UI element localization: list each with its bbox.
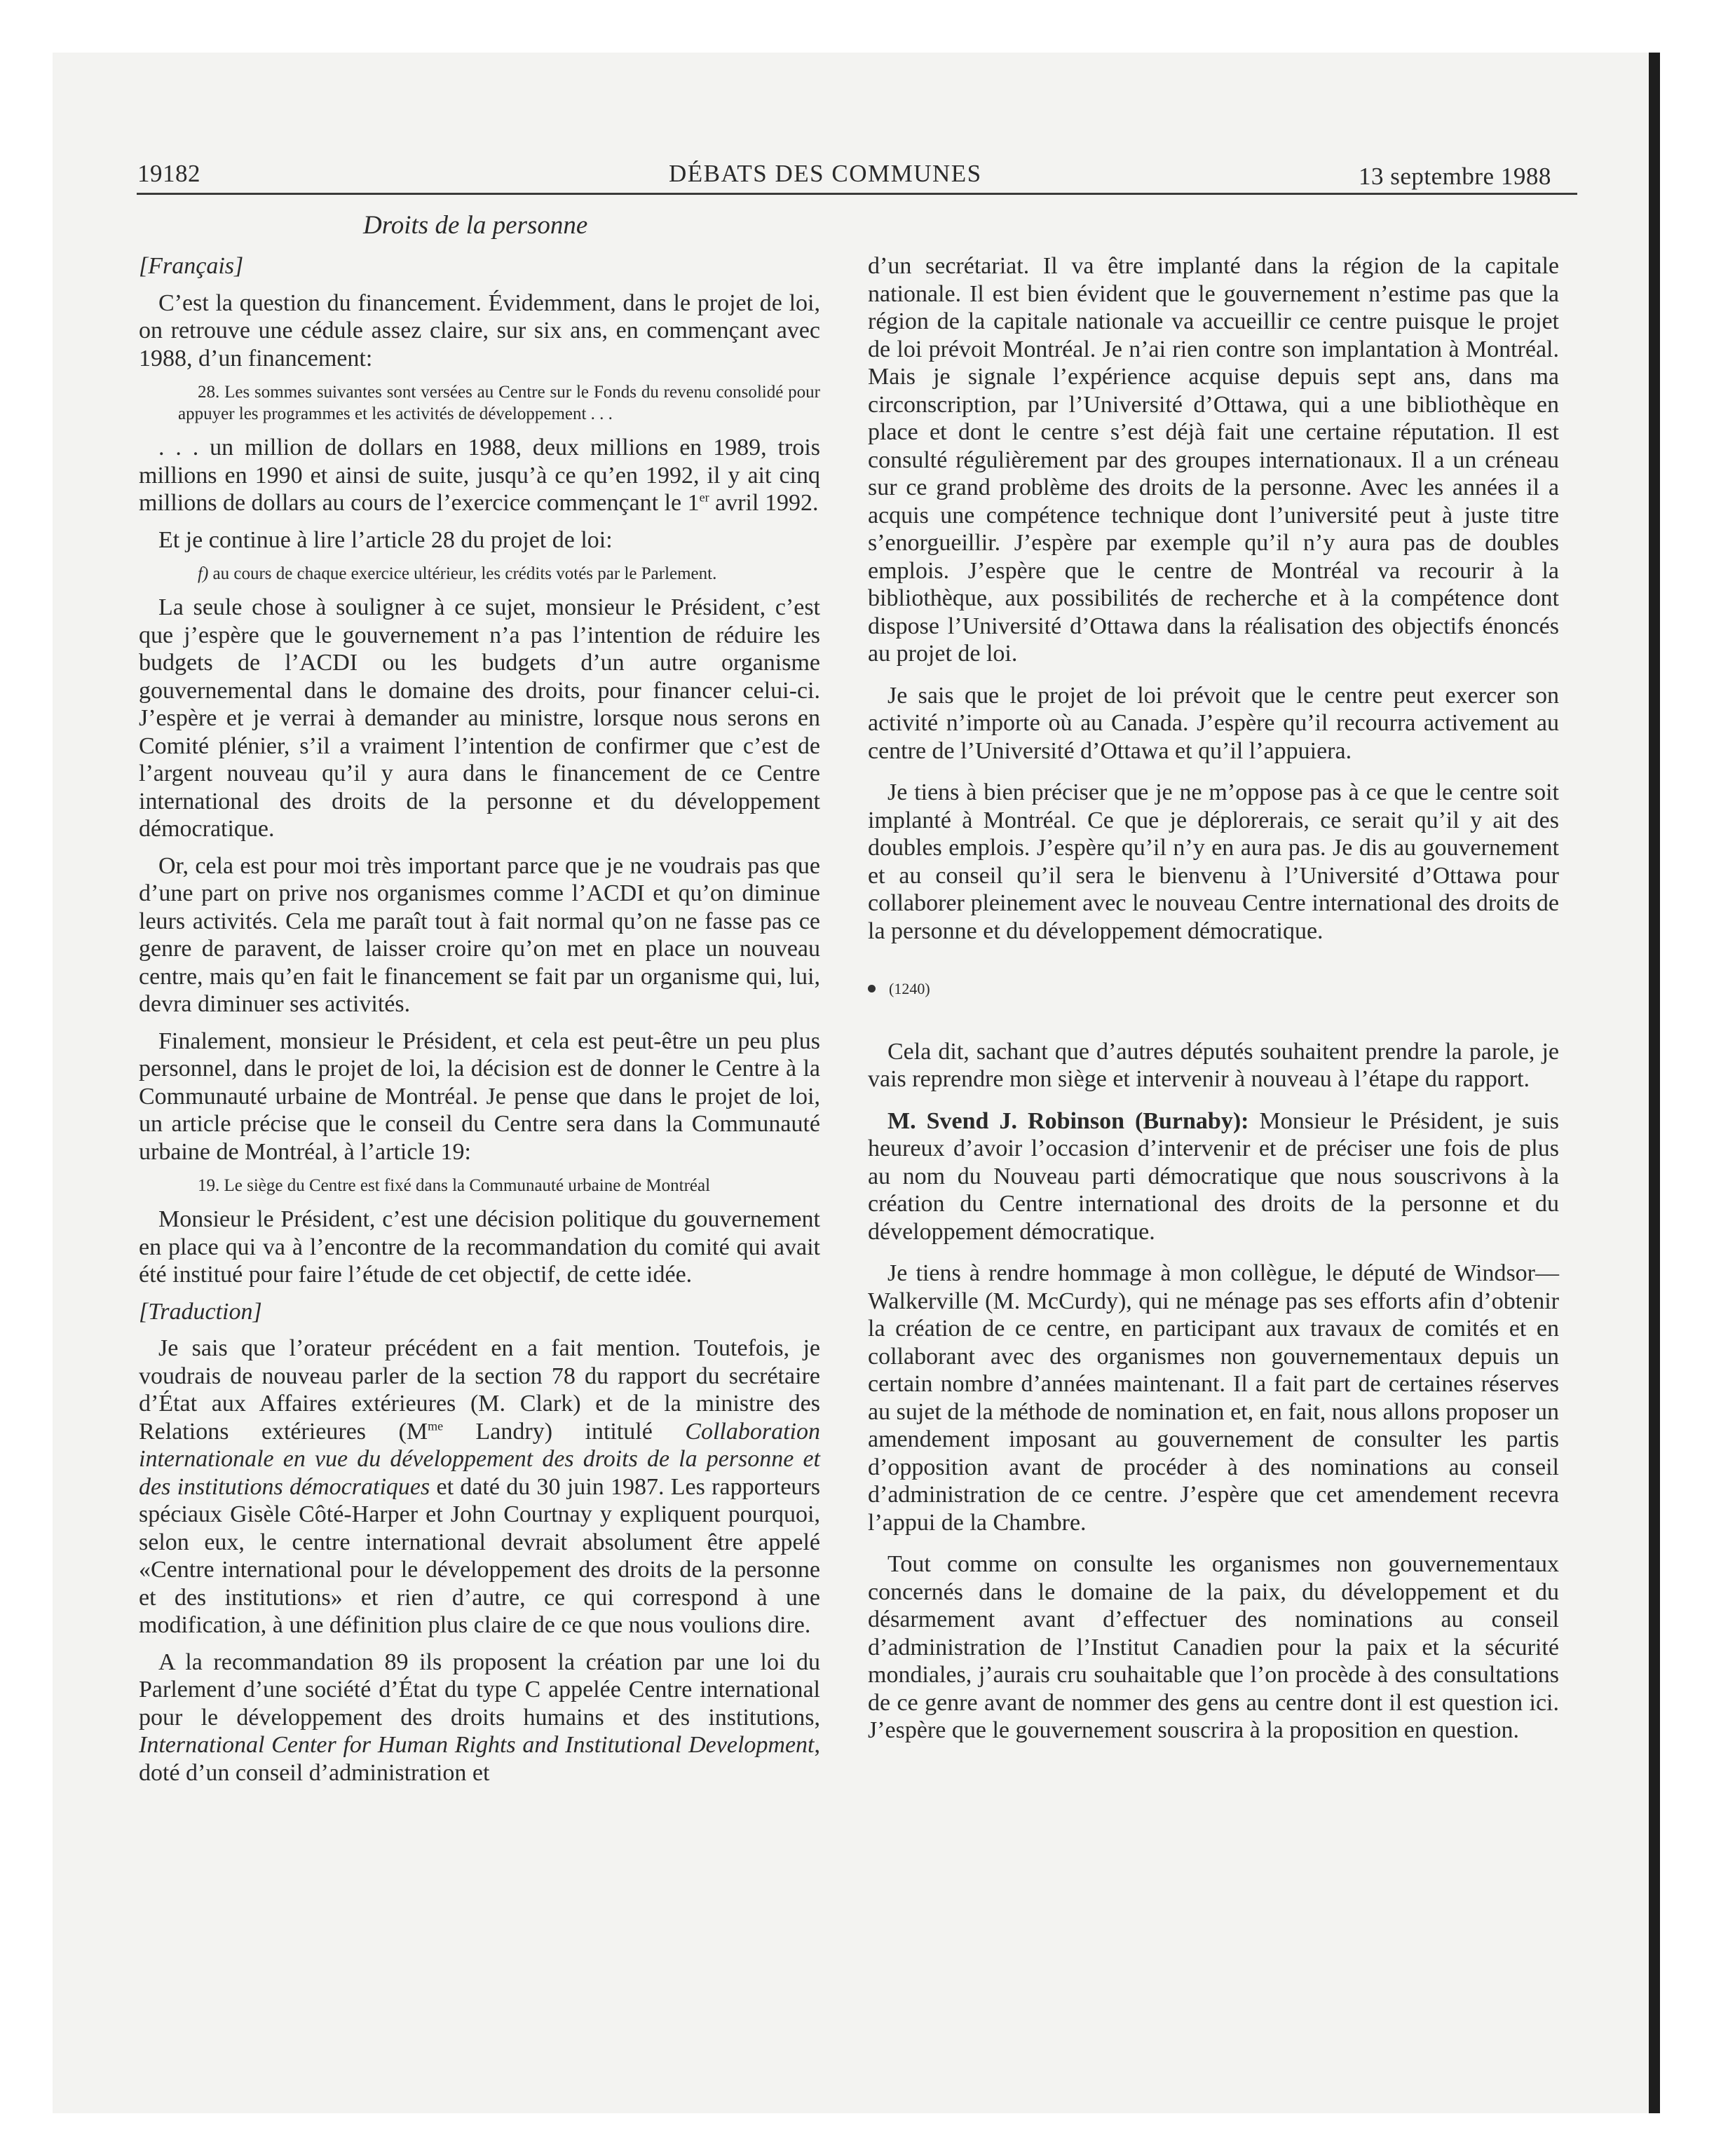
paragraph: Finalement, monsieur le Président, et cela est peut-être un peu plus personnel, dans le projet de loi, la décision est de donner le Centre à la Communauté urbaine de Montréal. Je pense que dans le projet de loi, un article précise que le conseil du Centre sera dans la Communauté urbaine de Montréal, à l’article 19: (139, 1028, 820, 1165)
page-date: 13 septembre 1988 (1359, 163, 1551, 190)
speaker-name: M. Svend J. Robinson (Burnaby): (887, 1107, 1249, 1134)
paragraph: d’un secrétariat. Il va être implanté dans la région de la capitale nationale. Il est bien évident que le gouvernement n’estime pas que la région de la capitale nationale va accueillir ce centre puisque le projet de loi prévoit Montréal. Je n’ai rien contre son implantation à Montréal. Mais je signale l’expérience acquise depuis sept ans, dans ma circonscription, par l’Université d’Ottawa, qui a une bibliothèque en place et dont le centre s’est déjà fait une certaine réputation. Il est consulté régulièrement par des groupes internationaux. Il a un créneau sur ce grand problème des droits de la personne. Avec les années il a acquis une compétence technique dont l’université peut à juste titre s’enorgueillir. J’espère par exemple qu’il n’y aura pas de doubles emplois. J’espère que le centre de Montréal va recourir à la bibliothèque, aux possibilités de recherche et à la compétence dont dispose l’Université d’Ottawa dans la réalisation des objectifs énoncés au projet de loi. (868, 253, 1559, 667)
paragraph: Tout comme on consulte les organismes non gouvernementaux concernés dans le domaine de la paix, du développement et du désarmement avant d’effectuer des nominations au conseil d’administration de l’Institut Canadien pour la paix et la sécurité mondiales, j’aurais cru souhaitable que l’on procède à des consultations de ce genre avant de nommer des gens au centre dont il est question ici. J’espère que le gouvernement souscrira à la proposition en question. (868, 1551, 1559, 1743)
left-column (139, 252, 820, 1787)
paragraph: Cela dit, sachant que d’autres députés souhaitent prendre la parole, je vais reprendre mon siège et intervenir à nouveau à l’étape du rapport. (868, 1038, 1559, 1092)
paragraph: Monsieur le Président, c’est une décision politique du gouvernement en place qui va à l’encontre de la recommandation du comité qui avait été institué pour faire l’étude de cet objectif, de cette idée. (139, 1206, 820, 1288)
quoted-article-28: 28. Les sommes suivantes sont versées au Centre sur le Fonds du revenu consolidé pour appuyer les programmes et les activités de développement . . . (178, 383, 820, 423)
header-rule (137, 193, 1577, 195)
paragraph: La seule chose à souligner à ce sujet, monsieur le Président, c’est que j’espère que le gouvernement n’a pas l’intention de réduire les budgets de l’ACDI ou les budgets d’un autre organisme gouvernemental dans le domaine des droits, pour financer celui-ci. J’espère et je verrai à demander au ministre, lorsque nous serons en Comité plénier, s’il a vraiment l’intention de confirmer que c’est de l’argent nouveau qu’il y aura dans le financement de ce Centre international des droits de la personne et du développement démocratique. (139, 594, 820, 842)
paragraph: Je tiens à bien préciser que je ne m’oppose pas à ce que le centre soit implanté à Montréal. Ce que je déplorerais, ce serait qu’il y ait des doubles emplois. J’espère qu’il n’y en aura pas. Je dis au gouvernement et au conseil qu’il sera le bienvenu à l’Université d’Ottawa pour collaborer pleinement avec le nouveau Centre international des droits de la personne et du développement démocratique. (868, 779, 1559, 944)
paragraph: Et je continue à lire l’article 28 du projet de loi: (158, 526, 613, 553)
paragraph: Je sais que l’orateur précédent en a fait mention. Toutefois, je voudrais de nouveau parler de la section 78 du rapport du secrétaire d’État aux Affaires extérieures (M. Clark) et de la ministre des Relations extérieures ($M^{me}$ Landry) intitulé Collaboration internationale en vue du développement des droits de la personne et des institutions démocratiques et daté du 30 juin 1987. Les rapporteurs spéciaux Gisèle Côté-Harper et John Courtnay y expliquent pourquoi, selon eux, le centre international devrait absolument être appelé «Centre international pour le développement des droits de la personne et des institutions» et rien d’autre, ce qui correspond à une modification, à une définition plus claire de ce que nous voulions dire. (139, 1335, 820, 1638)
quoted-article-28f: f) au cours de chaque exercice ultérieur, les crédits votés par le Parlement. (198, 564, 717, 583)
time-marker: (1240) (868, 973, 1559, 1003)
section-title: Droits de la personne (363, 211, 588, 240)
journal-title: DÉBATS DES COMMUNES (669, 160, 982, 187)
paragraph: Je sais que le projet de loi prévoit que le centre peut exercer son activité n’importe où au Canada. J’espère qu’il recourra activement au centre de l’Université d’Ottawa et qu’il l’appuiera. (868, 682, 1559, 764)
bullet-icon (868, 985, 876, 992)
paragraph: C’est la question du financement. Évidemment, dans le projet de loi, on retrouve une cédule assez claire, sur six ans, en commençant avec 1988, d’un financement: (139, 289, 820, 371)
language-label: [Français] (139, 253, 244, 279)
right-column (868, 252, 1559, 1745)
paragraph: A la recommandation 89 ils proposent la création par une loi du Parlement d’une société d’État du type C appelée Centre international pour le développement des droits humains et des institutions, International Center for Human Rights and Institutional Development, doté d’un conseil d’administration et (139, 1649, 820, 1786)
paragraph: . . . un million de dollars en 1988, deux millions en 1989, trois millions en 1990 et ainsi de suite, jusqu’à ce qu’en 1992, il y ait cinq millions de dollars au cours de l’exercice commençant le 1er avril 1992. (139, 435, 820, 516)
paragraph: Or, cela est pour moi très important parce que je ne voudrais pas que d’une part on prive nos organismes comme l’ACDI et qu’on diminue leurs activités. Cela me paraît tout à fait normal qu’on ne fasse pas ce genre de paravent, de laisser croire qu’on met en place un nouveau centre, mais qu’en fait le financement se fait par un organisme qui, lui, devra diminuer ses activités. (139, 852, 820, 1017)
page-number: 19182 (137, 160, 200, 187)
language-label: [Traduction] (139, 1298, 262, 1325)
paragraph: M. Svend J. Robinson (Burnaby): Monsieur le Président, je suis heureux d’avoir l’occasion d’intervenir et de préciser une fois de plus au nom du Nouveau parti démocratique que nous souscrivons à la création du Centre international des droits de la personne et du développement démocratique. (868, 1107, 1560, 1245)
paragraph: Je tiens à rendre hommage à mon collègue, le député de Windsor—Walkerville (M. McCurdy), qui ne ménage pas ses efforts afin d’obtenir la création de ce centre, en participant aux travaux de comités et en collaborant avec des organismes non gouvernementaux depuis un certain nombre d’années maintenant. Il a fait part de certaines réserves au sujet de la méthode de nomination et, en fait, nous allons proposer un amendement imposant au gouvernement de consulter les partis d’opposition avant de procéder à des nominations au conseil d’administration de ce centre. J’espère que cet amendement recevra l’appui de la Chambre. (868, 1260, 1559, 1536)
quoted-article-19: 19. Le siège du Centre est fixé dans la Communauté urbaine de Montréal (198, 1176, 711, 1195)
scan-edge-shadow (1649, 53, 1660, 2113)
